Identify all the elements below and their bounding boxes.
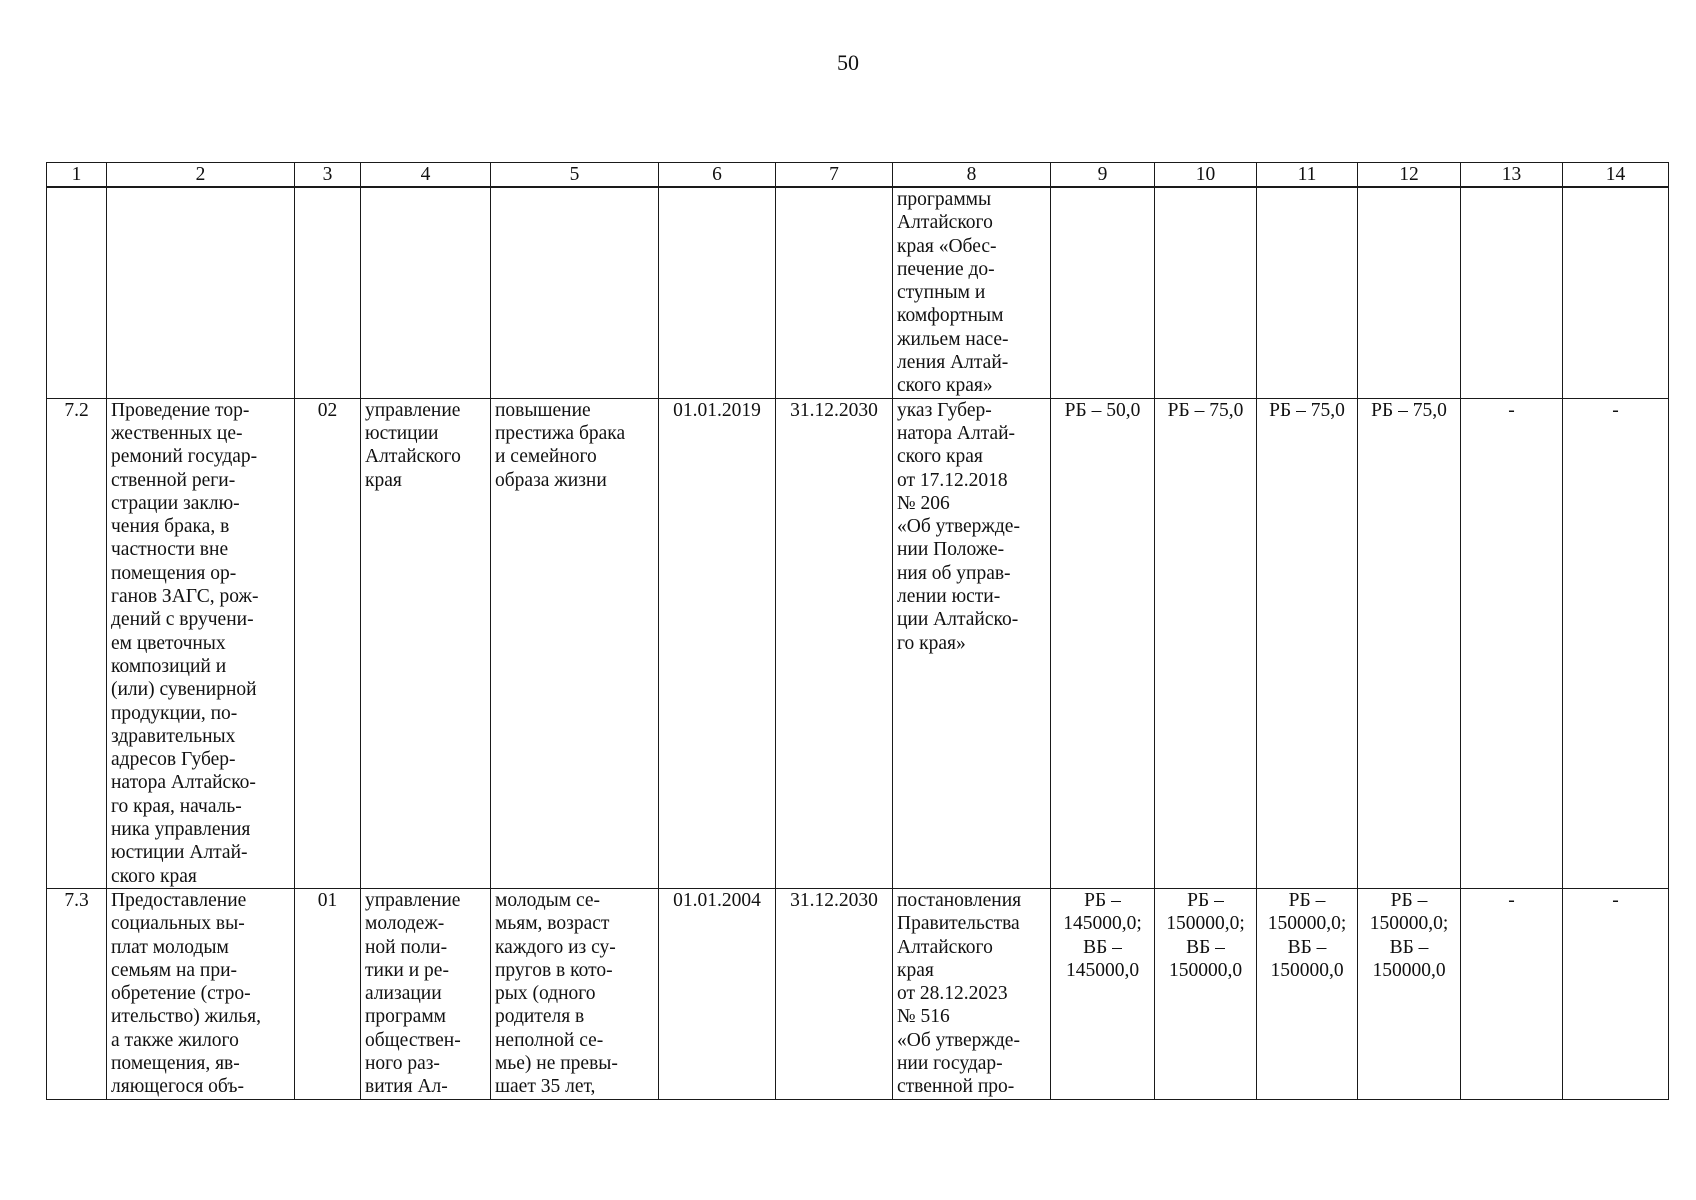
table-row bbox=[47, 888, 1669, 1099]
cell-text-line: РБ – bbox=[1187, 889, 1224, 911]
program-table bbox=[46, 162, 1669, 1100]
cell-text-line: помещения ор- bbox=[111, 562, 237, 584]
cell-text-line: повышение bbox=[495, 399, 591, 421]
cell-executor bbox=[361, 398, 491, 888]
cell-text-line: а также жилого bbox=[111, 1029, 239, 1051]
cell-text-line: края bbox=[897, 959, 934, 981]
header-cell: 6 bbox=[659, 163, 776, 188]
cell-executor bbox=[361, 888, 491, 1099]
cell-text-line: престижа брака bbox=[495, 422, 626, 444]
cell-text-line: семьям на при- bbox=[111, 959, 238, 981]
cell-text-line: нии Положе- bbox=[897, 539, 1005, 561]
cell-code: 02 bbox=[295, 398, 361, 888]
cell-start-date: 01.01.2019 bbox=[659, 398, 776, 888]
cell-measure-name bbox=[107, 187, 295, 398]
cell-text-line: ственной про- bbox=[897, 1076, 1015, 1098]
header-cell: 3 bbox=[295, 163, 361, 188]
header-cell: 5 bbox=[491, 163, 659, 188]
header-cell: 11 bbox=[1257, 163, 1358, 188]
cell-code bbox=[295, 187, 361, 398]
cell-text-line: «Об утвержде- bbox=[897, 1029, 1020, 1051]
cell-funding-col-11 bbox=[1257, 888, 1358, 1099]
cell-text-line: 150000,0; bbox=[1166, 913, 1245, 935]
cell-text-line: Предоставление bbox=[111, 889, 247, 911]
cell-text-line: ализации bbox=[365, 983, 442, 1005]
header-cell: 7 bbox=[776, 163, 893, 188]
cell-expected-result bbox=[491, 187, 659, 398]
cell-text-line: ского края bbox=[897, 446, 983, 468]
cell-legal-basis bbox=[893, 398, 1051, 888]
cell-text-line: шает 35 лет, bbox=[495, 1076, 596, 1098]
cell-text-line: помещения, яв- bbox=[111, 1052, 240, 1074]
cell-text-line: жильем насе- bbox=[897, 328, 1009, 350]
cell-text-line: указ Губер- bbox=[897, 399, 992, 421]
header-cell: 14 bbox=[1563, 163, 1669, 188]
cell-end-date: 31.12.2030 bbox=[776, 888, 893, 1099]
cell-text-line: жественных це- bbox=[111, 422, 243, 444]
cell-expected-result bbox=[491, 888, 659, 1099]
cell-funding-col-11 bbox=[1257, 187, 1358, 398]
cell-text-line: адресов Губер- bbox=[111, 749, 236, 771]
cell-text-line: ции Алтайско- bbox=[897, 609, 1019, 631]
cell-text-line: ремоний государ- bbox=[111, 446, 258, 468]
cell-text-line: 145000,0; bbox=[1063, 913, 1142, 935]
cell-measure-name bbox=[107, 888, 295, 1099]
cell-text-line: края bbox=[365, 469, 402, 491]
cell-funding-col-12: РБ – 75,0 bbox=[1358, 398, 1461, 888]
cell-text-line: ем цветочных bbox=[111, 632, 226, 654]
cell-text-line: 145000,0 bbox=[1065, 959, 1140, 981]
cell-text-line: постановления bbox=[897, 889, 1022, 911]
cell-text-line: 150000,0; bbox=[1369, 913, 1449, 935]
cell-text-line: пругов в кото- bbox=[495, 959, 613, 981]
cell-text-line: 150000,0 bbox=[1168, 959, 1243, 981]
header-cell: 2 bbox=[107, 163, 295, 188]
page-number: 50 bbox=[837, 50, 859, 75]
cell-legal-basis bbox=[893, 888, 1051, 1099]
cell-text-line: го края» bbox=[897, 632, 966, 654]
cell-text-line: «Об утвержде- bbox=[897, 516, 1020, 538]
cell-expected-result bbox=[491, 398, 659, 888]
cell-text-line: натора Алтайско- bbox=[111, 772, 256, 794]
cell-funding-col-12 bbox=[1358, 888, 1461, 1099]
cell-text-line: плат молодым bbox=[111, 936, 229, 958]
cell-funding-col-10: РБ – 75,0 bbox=[1155, 398, 1257, 888]
cell-funding-col-12 bbox=[1358, 187, 1461, 398]
cell-funding-col-9: РБ – 50,0 bbox=[1051, 398, 1155, 888]
cell-funding-col-9 bbox=[1051, 888, 1155, 1099]
cell-text-line: натора Алтай- bbox=[897, 422, 1016, 444]
cell-text-line: юстиции bbox=[365, 422, 439, 444]
cell-text-line: и семейного bbox=[495, 446, 597, 468]
cell-text-line: ления Алтай- bbox=[897, 352, 1009, 374]
cell-text-line: 150000,0; bbox=[1267, 913, 1347, 935]
cell-text-line: Алтайского bbox=[897, 936, 993, 958]
cell-text-line: чения брака, в bbox=[111, 516, 230, 538]
cell-funding-col-9 bbox=[1051, 187, 1155, 398]
cell-text-line: управление bbox=[365, 399, 461, 421]
cell-text-line: от 17.12.2018 bbox=[897, 469, 1008, 491]
cell-text-line: ственной реги- bbox=[111, 469, 236, 491]
cell-text-line: мьям, возраст bbox=[495, 913, 610, 935]
cell-end-date: 31.12.2030 bbox=[776, 398, 893, 888]
cell-text-line: ляющегося объ- bbox=[111, 1076, 244, 1098]
cell-text-line: нии государ- bbox=[897, 1052, 1003, 1074]
cell-text-line: ника управления bbox=[111, 819, 251, 841]
header-cell: 4 bbox=[361, 163, 491, 188]
cell-text-line: Проведение тор- bbox=[111, 399, 250, 421]
cell-text-line: неполной се- bbox=[495, 1029, 604, 1051]
cell-start-date bbox=[659, 187, 776, 398]
cell-text-line: тики и ре- bbox=[365, 959, 449, 981]
cell-item-number: 7.2 bbox=[47, 398, 107, 888]
header-row bbox=[47, 163, 1669, 188]
cell-executor bbox=[361, 187, 491, 398]
cell-text-line: ского края» bbox=[897, 375, 993, 397]
cell-text-line: Правительства bbox=[897, 913, 1020, 935]
cell-text-line: родителя в bbox=[495, 1006, 585, 1028]
cell-start-date: 01.01.2004 bbox=[659, 888, 776, 1099]
cell-funding-col-10 bbox=[1155, 187, 1257, 398]
cell-item-number: 7.3 bbox=[47, 888, 107, 1099]
cell-text-line: № 206 bbox=[897, 492, 950, 514]
cell-text-line: 150000,0 bbox=[1372, 959, 1446, 981]
cell-text-line: социальных вы- bbox=[111, 913, 245, 935]
header-cell: 8 bbox=[893, 163, 1051, 188]
cell-text-line: ганов ЗАГС, рож- bbox=[111, 586, 259, 608]
header-cell: 13 bbox=[1461, 163, 1563, 188]
header-cell: 12 bbox=[1358, 163, 1461, 188]
cell-code: 01 bbox=[295, 888, 361, 1099]
cell-text-line: ительство) жилья, bbox=[111, 1006, 261, 1028]
cell-text-line: РБ – bbox=[1288, 889, 1326, 911]
cell-funding-col-11: РБ – 75,0 bbox=[1257, 398, 1358, 888]
cell-text-line: ния об управ- bbox=[897, 562, 1011, 584]
header-cell: 9 bbox=[1051, 163, 1155, 188]
cell-text-line: Алтайского bbox=[897, 212, 993, 234]
cell-text-line: образа жизни bbox=[495, 469, 607, 491]
cell-text-line: ступным и bbox=[897, 282, 986, 304]
cell-text-line: продукции, по- bbox=[111, 702, 238, 724]
cell-text-line: лении юсти- bbox=[897, 586, 1001, 608]
cell-col-13 bbox=[1461, 187, 1563, 398]
cell-text-line: молодым се- bbox=[495, 889, 601, 911]
cell-text-line: обретение (стро- bbox=[111, 983, 251, 1005]
cell-text-line: печение до- bbox=[897, 258, 995, 280]
cell-measure-name bbox=[107, 398, 295, 888]
cell-text-line: композиций и bbox=[111, 655, 227, 677]
cell-col-14: - bbox=[1563, 888, 1669, 1099]
cell-text-line: ВБ – bbox=[1389, 936, 1429, 958]
cell-legal-basis bbox=[893, 187, 1051, 398]
cell-text-line: мье) не превы- bbox=[495, 1052, 618, 1074]
cell-text-line: дений с вручени- bbox=[111, 609, 254, 631]
cell-text-line: обществен- bbox=[365, 1029, 461, 1051]
cell-text-line: РБ – bbox=[1390, 889, 1428, 911]
cell-text-line: ского края bbox=[111, 865, 197, 887]
cell-text-line: № 516 bbox=[897, 1006, 950, 1028]
cell-text-line: страции заклю- bbox=[111, 492, 240, 514]
cell-text-line: ВБ – bbox=[1083, 936, 1122, 958]
cell-text-line: края «Обес- bbox=[897, 235, 997, 257]
cell-funding-col-10 bbox=[1155, 888, 1257, 1099]
cell-end-date bbox=[776, 187, 893, 398]
cell-text-line: ВБ – bbox=[1186, 936, 1225, 958]
cell-text-line: юстиции Алтай- bbox=[111, 842, 248, 864]
cell-col-14 bbox=[1563, 187, 1669, 398]
cell-text-line: управление bbox=[365, 889, 461, 911]
cell-text-line: программы bbox=[897, 189, 992, 210]
cell-text-line: молодеж- bbox=[365, 913, 445, 935]
cell-text-line: здравительных bbox=[111, 725, 236, 747]
cell-text-line: РБ – bbox=[1084, 889, 1121, 911]
cell-col-14: - bbox=[1563, 398, 1669, 888]
cell-text-line: 150000,0 bbox=[1270, 959, 1344, 981]
cell-col-13: - bbox=[1461, 888, 1563, 1099]
cell-text-line: программ bbox=[365, 1006, 447, 1028]
cell-col-13: - bbox=[1461, 398, 1563, 888]
header-cell: 10 bbox=[1155, 163, 1257, 188]
cell-text-line: ВБ – bbox=[1287, 936, 1327, 958]
cell-text-line: частности вне bbox=[111, 539, 229, 561]
table-row bbox=[47, 398, 1669, 888]
header-cell: 1 bbox=[47, 163, 107, 188]
cell-text-line: ного раз- bbox=[365, 1052, 440, 1074]
table-row bbox=[47, 187, 1669, 398]
cell-text-line: от 28.12.2023 bbox=[897, 983, 1008, 1005]
cell-item-number bbox=[47, 187, 107, 398]
cell-text-line: ной поли- bbox=[365, 936, 448, 958]
cell-text-line: вития Ал- bbox=[365, 1076, 448, 1098]
cell-text-line: го края, началь- bbox=[111, 795, 242, 817]
cell-text-line: комфортным bbox=[897, 305, 1004, 327]
cell-text-line: каждого из су- bbox=[495, 936, 616, 958]
cell-text-line: Алтайского bbox=[365, 446, 461, 468]
cell-text-line: рых (одного bbox=[495, 983, 596, 1005]
cell-text-line: (или) сувенирной bbox=[111, 679, 257, 701]
